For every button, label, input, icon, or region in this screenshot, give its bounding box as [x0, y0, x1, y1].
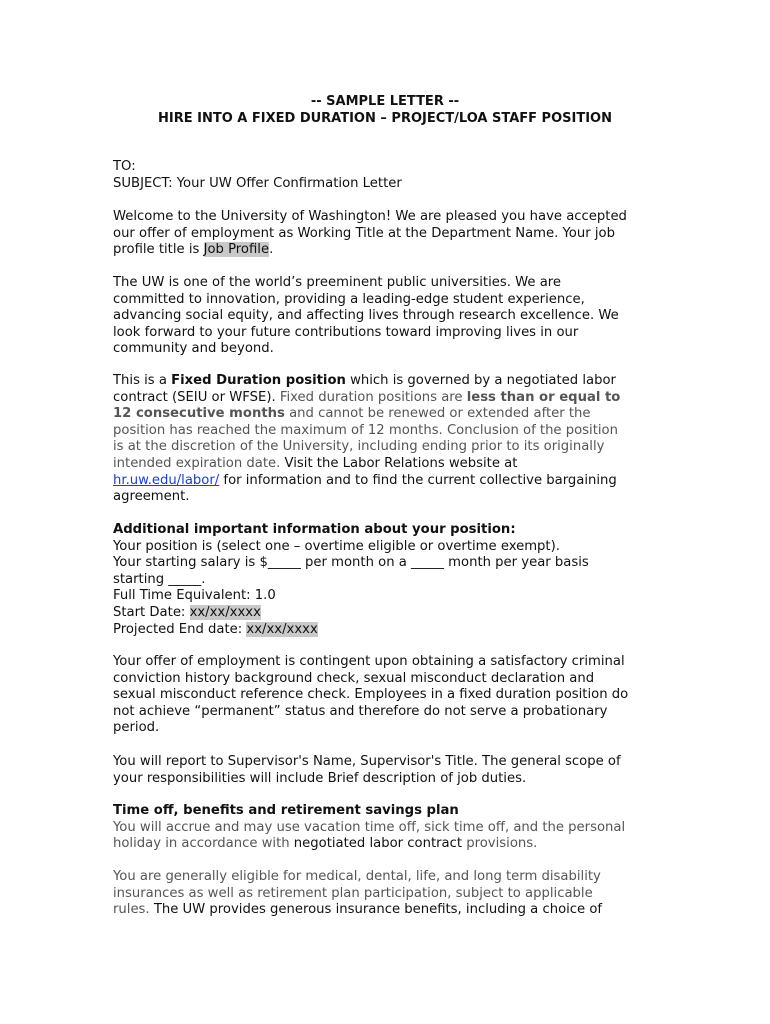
subject-line: SUBJECT: Your UW Offer Confirmation Letter: [113, 175, 402, 191]
timeoff-line-1: You will accrue and may use vacation time off, sick time off, and the personal: [113, 819, 626, 835]
additional-info-section: [113, 522, 673, 638]
welcome-line-2: our offer of employment as Working Title at the Department Name. Your job: [113, 225, 615, 241]
timeoff-section: [113, 803, 673, 853]
fixed-line-8: agreement.: [113, 489, 190, 505]
additional-info-heading: Additional important information about your position:: [113, 522, 516, 537]
intro-line: The UW is one of the world’s preeminent public universities. We are: [113, 275, 562, 290]
fixed-limit-term: less than or equal to: [466, 389, 621, 405]
fixed-text: which is governed by a negotiated labor: [345, 373, 616, 388]
contingent-paragraph: [113, 654, 673, 737]
fte-line: Full Time Equivalent: 1.0: [113, 588, 276, 604]
report-paragraph: [113, 754, 673, 787]
intro-line: look forward to your future contributions toward improving lives in our: [113, 324, 579, 340]
to-line: TO:: [113, 159, 136, 174]
start-date-field: xx/xx/xxxx: [189, 604, 261, 620]
benefits-line-2: insurances as well as retirement plan participation, subject to applicable: [113, 885, 593, 901]
contingent-line: period.: [113, 720, 160, 736]
report-line: You will report to Supervisor's Name, Supervisor's Title. The general scope of: [113, 754, 621, 769]
contingent-line: conviction history background check, sexual misconduct declaration and: [113, 670, 595, 686]
fixed-line-7: [113, 473, 673, 490]
letter-title: -- SAMPLE LETTER --: [310, 94, 460, 109]
end-date-field: xx/xx/xxxx: [246, 621, 318, 637]
contingent-line: not achieve “permanent” status and therefore do not serve a probationary: [113, 703, 608, 719]
timeoff-line-2: [113, 836, 673, 853]
fixed-text: intended expiration date.: [113, 455, 285, 471]
fixed-text: and cannot be renewed or extended after the: [284, 406, 591, 422]
fixed-text: Fixed duration positions are: [279, 389, 467, 405]
start-date-line: [113, 605, 673, 622]
intro-line: community and beyond.: [113, 341, 274, 357]
end-date-label: Projected End date:: [113, 621, 247, 637]
intro-line: advancing social equity, and affecting lives through research excellence. We: [113, 308, 619, 324]
fixed-line-2: [113, 390, 673, 407]
benefits-paragraph: [113, 869, 673, 919]
fixed-line-5: is at the discretion of the University, including ending prior to its originally: [113, 439, 605, 455]
welcome-paragraph: [113, 209, 673, 259]
fixed-text: This is a: [113, 373, 172, 388]
welcome-line-1: Welcome to the University of Washington! We are pleased you have accepted: [113, 209, 627, 224]
labor-relations-link[interactable]: hr.uw.edu/labor/: [113, 472, 220, 488]
fixed-months-term: 12 consecutive months: [113, 406, 285, 422]
benefits-line-1: You are generally eligible for medical, dental, life, and long term disability: [113, 869, 601, 884]
fixed-line-3: [113, 406, 673, 423]
fixed-line-4: position has reached the maximum of 12 months. Conclusion of the position: [113, 422, 618, 438]
start-date-label: Start Date:: [113, 604, 190, 620]
addressing-block: [113, 159, 673, 192]
fixed-text: for information and to find the current collective bargaining: [219, 472, 617, 488]
fixed-text: contract (SEIU or WFSE).: [113, 389, 280, 405]
report-line: your responsibilities will include Brief description of job duties.: [113, 770, 527, 786]
benefits-line-3: [113, 902, 673, 919]
fixed-duration-term: Fixed Duration position: [171, 373, 346, 388]
fixed-line-1: [113, 373, 673, 390]
letter-subtitle: HIRE INTO A FIXED DURATION – PROJECT/LOA STAFF POSITION: [158, 111, 612, 126]
fixed-line-6: [113, 456, 673, 473]
fixed-duration-paragraph: [113, 373, 673, 506]
welcome-line-3: [113, 242, 673, 259]
timeoff-heading: Time off, benefits and retirement savings plan: [113, 803, 459, 818]
contingent-line: sexual misconduct reference check. Employees in a fixed duration position do: [113, 687, 629, 703]
welcome-line-3-suffix: .: [269, 242, 274, 258]
fixed-text: Visit the Labor Relations website at: [284, 455, 518, 471]
position-type-line: Your position is (select one – overtime eligible or overtime exempt).: [113, 538, 560, 554]
timeoff-text: holiday in accordance with: [113, 836, 294, 852]
salary-line-2: starting _____.: [113, 571, 206, 587]
salary-line-1: Your starting salary is $_____ per month on a _____ month per year basis: [113, 555, 589, 571]
labor-contract-term: negotiated labor contract: [293, 836, 463, 852]
benefits-text: rules.: [113, 902, 154, 918]
intro-line: committed to innovation, providing a leading-edge student experience,: [113, 291, 585, 307]
end-date-line: [113, 622, 673, 639]
benefits-text: The UW provides generous insurance benefits, including a choice of: [153, 902, 603, 918]
contingent-line: Your offer of employment is contingent upon obtaining a satisfactory criminal: [113, 654, 625, 669]
timeoff-text: provisions.: [462, 836, 538, 852]
job-profile-field: Job Profile: [203, 242, 270, 258]
uw-intro-paragraph: [113, 275, 673, 358]
welcome-line-3-prefix: profile title is: [113, 242, 204, 258]
